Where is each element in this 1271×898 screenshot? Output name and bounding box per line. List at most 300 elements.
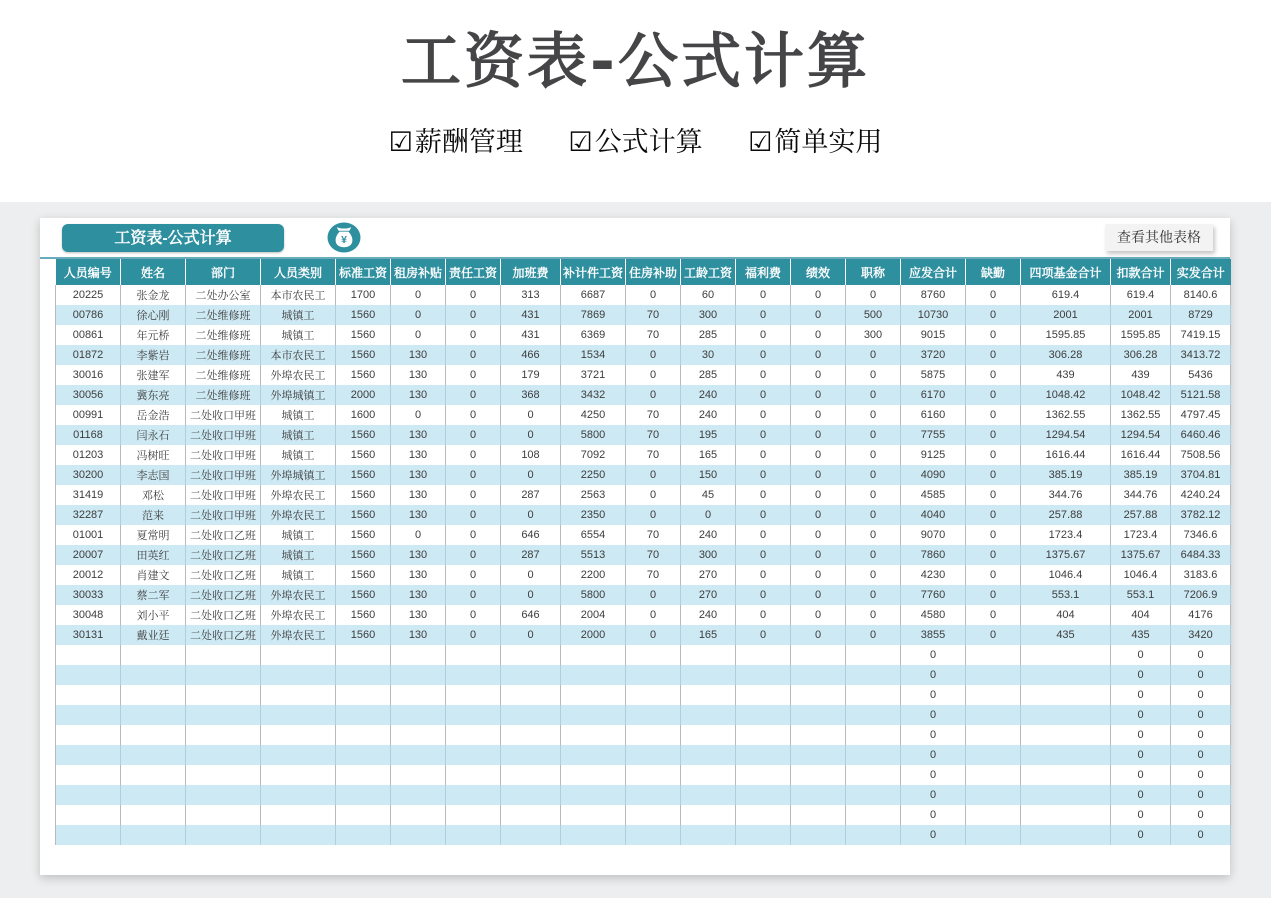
cell[interactable] — [501, 685, 561, 705]
cell[interactable]: 二处收口乙班 — [186, 605, 261, 625]
cell[interactable]: 李紫岩 — [121, 345, 186, 365]
cell[interactable] — [121, 705, 186, 725]
cell[interactable]: 6460.46 — [1171, 425, 1231, 445]
cell[interactable] — [336, 765, 391, 785]
cell[interactable] — [561, 685, 626, 705]
cell[interactable]: 70 — [626, 305, 681, 325]
cell[interactable] — [186, 745, 261, 765]
cell[interactable]: 3782.12 — [1171, 505, 1231, 525]
cell[interactable]: 冀东亮 — [121, 385, 186, 405]
cell[interactable]: 城镇工 — [261, 445, 336, 465]
cell[interactable]: 2200 — [561, 565, 626, 585]
column-header-6[interactable]: 责任工资 — [446, 259, 501, 285]
cell[interactable]: 0 — [791, 545, 846, 565]
cell[interactable] — [561, 705, 626, 725]
cell[interactable]: 0 — [1171, 725, 1231, 745]
cell[interactable] — [261, 785, 336, 805]
cell[interactable]: 0 — [446, 385, 501, 405]
cell[interactable] — [121, 745, 186, 765]
cell[interactable] — [501, 745, 561, 765]
cell[interactable]: 0 — [966, 305, 1021, 325]
cell[interactable]: 1560 — [336, 625, 391, 645]
cell[interactable]: 0 — [791, 585, 846, 605]
cell[interactable]: 5513 — [561, 545, 626, 565]
cell[interactable]: 5800 — [561, 425, 626, 445]
cell[interactable] — [446, 665, 501, 685]
cell[interactable] — [186, 825, 261, 845]
cell[interactable]: 二处收口甲班 — [186, 505, 261, 525]
cell[interactable] — [846, 785, 901, 805]
cell[interactable]: 0 — [736, 325, 791, 345]
cell[interactable]: 130 — [391, 545, 446, 565]
cell[interactable] — [186, 665, 261, 685]
cell[interactable]: 二处收口甲班 — [186, 485, 261, 505]
cell[interactable] — [1021, 665, 1111, 685]
cell[interactable]: 城镇工 — [261, 565, 336, 585]
cell[interactable]: 0 — [846, 545, 901, 565]
cell[interactable]: 1616.44 — [1021, 445, 1111, 465]
cell[interactable]: 1362.55 — [1021, 405, 1111, 425]
cell[interactable]: 0 — [736, 385, 791, 405]
cell[interactable] — [336, 685, 391, 705]
cell[interactable]: 0 — [966, 405, 1021, 425]
column-header-10[interactable]: 工龄工资 — [681, 259, 736, 285]
cell[interactable]: 0 — [736, 305, 791, 325]
cell[interactable] — [121, 725, 186, 745]
cell[interactable]: 0 — [501, 465, 561, 485]
cell[interactable]: 130 — [391, 505, 446, 525]
cell[interactable]: 二处收口甲班 — [186, 445, 261, 465]
cell[interactable]: 195 — [681, 425, 736, 445]
cell[interactable] — [846, 825, 901, 845]
cell[interactable]: 257.88 — [1111, 505, 1171, 525]
cell[interactable]: 0 — [966, 445, 1021, 465]
cell[interactable]: 439 — [1021, 365, 1111, 385]
cell[interactable]: 01001 — [56, 525, 121, 545]
cell[interactable]: 二处维修班 — [186, 345, 261, 365]
cell[interactable]: 0 — [736, 485, 791, 505]
cell[interactable] — [391, 705, 446, 725]
cell[interactable]: 0 — [966, 385, 1021, 405]
cell[interactable]: 0 — [1171, 685, 1231, 705]
cell[interactable]: 300 — [681, 305, 736, 325]
cell[interactable] — [391, 765, 446, 785]
cell[interactable]: 0 — [446, 565, 501, 585]
cell[interactable]: 439 — [1111, 365, 1171, 385]
cell[interactable] — [336, 645, 391, 665]
cell[interactable]: 240 — [681, 605, 736, 625]
cell[interactable]: 9015 — [901, 325, 966, 345]
column-header-7[interactable]: 加班费 — [501, 259, 561, 285]
cell[interactable]: 外埠农民工 — [261, 625, 336, 645]
column-header-18[interactable]: 实发合计 — [1171, 259, 1231, 285]
cell[interactable]: 5436 — [1171, 365, 1231, 385]
cell[interactable]: 2004 — [561, 605, 626, 625]
cell[interactable]: 0 — [791, 285, 846, 305]
cell[interactable]: 二处收口甲班 — [186, 465, 261, 485]
cell[interactable] — [736, 665, 791, 685]
cell[interactable]: 徐心刚 — [121, 305, 186, 325]
cell[interactable] — [56, 745, 121, 765]
cell[interactable] — [626, 725, 681, 745]
cell[interactable]: 0 — [446, 625, 501, 645]
cell[interactable] — [846, 725, 901, 745]
cell[interactable]: 2001 — [1021, 305, 1111, 325]
cell[interactable] — [56, 825, 121, 845]
cell[interactable] — [391, 725, 446, 745]
cell[interactable]: 0 — [791, 425, 846, 445]
cell[interactable] — [626, 685, 681, 705]
cell[interactable]: 165 — [681, 445, 736, 465]
cell[interactable]: 130 — [391, 445, 446, 465]
cell[interactable]: 外埠农民工 — [261, 505, 336, 525]
cell[interactable] — [261, 685, 336, 705]
column-header-15[interactable]: 缺勤 — [966, 259, 1021, 285]
cell[interactable]: 165 — [681, 625, 736, 645]
cell[interactable] — [186, 725, 261, 745]
cell[interactable] — [446, 765, 501, 785]
cell[interactable] — [186, 805, 261, 825]
column-header-3[interactable]: 人员类别 — [261, 259, 336, 285]
cell[interactable]: 4250 — [561, 405, 626, 425]
cell[interactable] — [446, 745, 501, 765]
cell[interactable] — [56, 685, 121, 705]
cell[interactable]: 城镇工 — [261, 525, 336, 545]
cell[interactable]: 1560 — [336, 445, 391, 465]
cell[interactable]: 1560 — [336, 345, 391, 365]
cell[interactable]: 2001 — [1111, 305, 1171, 325]
cell[interactable] — [261, 645, 336, 665]
cell[interactable] — [736, 825, 791, 845]
cell[interactable]: 外埠农民工 — [261, 585, 336, 605]
cell[interactable]: 0 — [791, 345, 846, 365]
cell[interactable]: 0 — [501, 405, 561, 425]
cell[interactable] — [56, 765, 121, 785]
cell[interactable] — [336, 745, 391, 765]
cell[interactable]: 130 — [391, 345, 446, 365]
cell[interactable]: 1375.67 — [1111, 545, 1171, 565]
cell[interactable]: 0 — [901, 765, 966, 785]
cell[interactable]: 30033 — [56, 585, 121, 605]
cell[interactable]: 4580 — [901, 605, 966, 625]
cell[interactable]: 0 — [1171, 665, 1231, 685]
cell[interactable]: 0 — [791, 485, 846, 505]
cell[interactable]: 0 — [446, 325, 501, 345]
cell[interactable]: 6160 — [901, 405, 966, 425]
cell[interactable]: 0 — [791, 565, 846, 585]
cell[interactable]: 2250 — [561, 465, 626, 485]
cell[interactable]: 0 — [736, 445, 791, 465]
cell[interactable]: 外埠农民工 — [261, 365, 336, 385]
cell[interactable]: 1294.54 — [1021, 425, 1111, 445]
cell[interactable] — [501, 705, 561, 725]
column-header-4[interactable]: 标准工资 — [336, 259, 391, 285]
cell[interactable]: 0 — [391, 305, 446, 325]
cell[interactable]: 范来 — [121, 505, 186, 525]
cell[interactable] — [336, 785, 391, 805]
cell[interactable]: 7508.56 — [1171, 445, 1231, 465]
column-header-5[interactable]: 租房补贴 — [391, 259, 446, 285]
cell[interactable]: 0 — [846, 625, 901, 645]
cell[interactable]: 70 — [626, 325, 681, 345]
cell[interactable]: 270 — [681, 565, 736, 585]
cell[interactable]: 30048 — [56, 605, 121, 625]
cell[interactable]: 9125 — [901, 445, 966, 465]
cell[interactable]: 3183.6 — [1171, 565, 1231, 585]
cell[interactable]: 二处收口甲班 — [186, 405, 261, 425]
cell[interactable] — [966, 745, 1021, 765]
cell[interactable]: 0 — [681, 505, 736, 525]
cell[interactable]: 本市农民工 — [261, 285, 336, 305]
cell[interactable] — [501, 785, 561, 805]
cell[interactable] — [966, 765, 1021, 785]
cell[interactable] — [626, 805, 681, 825]
cell[interactable]: 0 — [901, 805, 966, 825]
cell[interactable]: 0 — [626, 505, 681, 525]
cell[interactable] — [846, 685, 901, 705]
cell[interactable] — [681, 805, 736, 825]
cell[interactable] — [1021, 745, 1111, 765]
cell[interactable]: 刘小平 — [121, 605, 186, 625]
cell[interactable]: 城镇工 — [261, 405, 336, 425]
cell[interactable]: 32287 — [56, 505, 121, 525]
cell[interactable]: 1560 — [336, 525, 391, 545]
cell[interactable]: 0 — [501, 505, 561, 525]
cell[interactable]: 0 — [1111, 685, 1171, 705]
cell[interactable]: 0 — [791, 385, 846, 405]
cell[interactable]: 404 — [1021, 605, 1111, 625]
cell[interactable]: 1560 — [336, 565, 391, 585]
cell[interactable] — [681, 745, 736, 765]
cell[interactable]: 0 — [736, 425, 791, 445]
cell[interactable]: 130 — [391, 625, 446, 645]
cell[interactable]: 二处维修班 — [186, 365, 261, 385]
cell[interactable]: 0 — [901, 725, 966, 745]
cell[interactable]: 240 — [681, 405, 736, 425]
cell[interactable] — [501, 645, 561, 665]
cell[interactable]: 0 — [736, 285, 791, 305]
cell[interactable] — [626, 705, 681, 725]
cell[interactable]: 619.4 — [1111, 285, 1171, 305]
cell[interactable]: 1560 — [336, 365, 391, 385]
cell[interactable]: 30016 — [56, 365, 121, 385]
cell[interactable] — [791, 785, 846, 805]
cell[interactable]: 外埠农民工 — [261, 485, 336, 505]
column-header-12[interactable]: 绩效 — [791, 259, 846, 285]
cell[interactable]: 0 — [966, 625, 1021, 645]
cell[interactable] — [736, 645, 791, 665]
cell[interactable]: 0 — [901, 825, 966, 845]
cell[interactable] — [391, 645, 446, 665]
cell[interactable]: 7419.15 — [1171, 325, 1231, 345]
cell[interactable] — [561, 645, 626, 665]
cell[interactable]: 二处收口乙班 — [186, 525, 261, 545]
cell[interactable]: 张金龙 — [121, 285, 186, 305]
cell[interactable]: 3413.72 — [1171, 345, 1231, 365]
cell[interactable]: 0 — [901, 665, 966, 685]
cell[interactable]: 0 — [736, 345, 791, 365]
column-header-1[interactable]: 姓名 — [121, 259, 186, 285]
cell[interactable]: 0 — [901, 785, 966, 805]
cell[interactable]: 466 — [501, 345, 561, 365]
cell[interactable]: 0 — [1111, 725, 1171, 745]
cell[interactable]: 1723.4 — [1021, 525, 1111, 545]
cell[interactable]: 0 — [626, 625, 681, 645]
cell[interactable]: 7206.9 — [1171, 585, 1231, 605]
cell[interactable] — [846, 805, 901, 825]
cell[interactable]: 31419 — [56, 485, 121, 505]
cell[interactable] — [561, 825, 626, 845]
cell[interactable]: 2350 — [561, 505, 626, 525]
cell[interactable]: 1560 — [336, 485, 391, 505]
cell[interactable]: 0 — [846, 565, 901, 585]
cell[interactable]: 306.28 — [1021, 345, 1111, 365]
cell[interactable]: 553.1 — [1111, 585, 1171, 605]
cell[interactable]: 30 — [681, 345, 736, 365]
cell[interactable]: 287 — [501, 545, 561, 565]
cell[interactable]: 0 — [446, 525, 501, 545]
cell[interactable]: 0 — [1171, 765, 1231, 785]
cell[interactable]: 戴业廷 — [121, 625, 186, 645]
cell[interactable]: 0 — [446, 505, 501, 525]
cell[interactable] — [1021, 805, 1111, 825]
cell[interactable]: 城镇工 — [261, 545, 336, 565]
cell[interactable]: 130 — [391, 565, 446, 585]
cell[interactable]: 240 — [681, 385, 736, 405]
cell[interactable]: 0 — [846, 385, 901, 405]
cell[interactable]: 0 — [846, 425, 901, 445]
cell[interactable]: 285 — [681, 325, 736, 345]
cell[interactable]: 404 — [1111, 605, 1171, 625]
cell[interactable]: 5875 — [901, 365, 966, 385]
cell[interactable]: 3704.81 — [1171, 465, 1231, 485]
cell[interactable] — [261, 665, 336, 685]
sheet-title-button[interactable]: 工资表-公式计算 — [62, 224, 284, 252]
cell[interactable] — [561, 785, 626, 805]
cell[interactable] — [736, 785, 791, 805]
cell[interactable] — [501, 805, 561, 825]
cell[interactable]: 0 — [626, 345, 681, 365]
cell[interactable] — [1021, 785, 1111, 805]
cell[interactable]: 0 — [791, 305, 846, 325]
cell[interactable]: 张建军 — [121, 365, 186, 385]
cell[interactable] — [261, 705, 336, 725]
cell[interactable]: 0 — [736, 605, 791, 625]
cell[interactable]: 0 — [791, 365, 846, 385]
cell[interactable]: 二处维修班 — [186, 385, 261, 405]
cell[interactable]: 6484.33 — [1171, 545, 1231, 565]
cell[interactable]: 0 — [966, 285, 1021, 305]
cell[interactable]: 城镇工 — [261, 425, 336, 445]
cell[interactable]: 344.76 — [1111, 485, 1171, 505]
cell[interactable]: 夏常明 — [121, 525, 186, 545]
cell[interactable] — [261, 765, 336, 785]
cell[interactable]: 0 — [736, 565, 791, 585]
cell[interactable] — [336, 825, 391, 845]
cell[interactable] — [261, 745, 336, 765]
cell[interactable]: 田英红 — [121, 545, 186, 565]
cell[interactable]: 7755 — [901, 425, 966, 445]
cell[interactable]: 3855 — [901, 625, 966, 645]
cell[interactable] — [736, 705, 791, 725]
cell[interactable]: 1560 — [336, 305, 391, 325]
cell[interactable] — [626, 785, 681, 805]
cell[interactable]: 1046.4 — [1021, 565, 1111, 585]
cell[interactable]: 1595.85 — [1021, 325, 1111, 345]
cell[interactable] — [791, 765, 846, 785]
cell[interactable]: 0 — [446, 605, 501, 625]
cell[interactable]: 0 — [791, 505, 846, 525]
cell[interactable]: 646 — [501, 605, 561, 625]
cell[interactable]: 0 — [846, 465, 901, 485]
cell[interactable]: 179 — [501, 365, 561, 385]
cell[interactable]: 8140.6 — [1171, 285, 1231, 305]
cell[interactable]: 城镇工 — [261, 325, 336, 345]
cell[interactable] — [681, 685, 736, 705]
cell[interactable]: 二处收口乙班 — [186, 565, 261, 585]
cell[interactable] — [791, 645, 846, 665]
cell[interactable]: 500 — [846, 305, 901, 325]
cell[interactable] — [626, 665, 681, 685]
cell[interactable]: 30056 — [56, 385, 121, 405]
cell[interactable]: 0 — [901, 685, 966, 705]
cell[interactable] — [336, 725, 391, 745]
cell[interactable]: 0 — [1171, 745, 1231, 765]
cell[interactable]: 0 — [966, 525, 1021, 545]
cell[interactable] — [446, 705, 501, 725]
cell[interactable] — [966, 725, 1021, 745]
cell[interactable]: 108 — [501, 445, 561, 465]
cell[interactable] — [261, 805, 336, 825]
cell[interactable]: 1560 — [336, 425, 391, 445]
cell[interactable]: 0 — [501, 425, 561, 445]
cell[interactable]: 70 — [626, 425, 681, 445]
cell[interactable]: 1723.4 — [1111, 525, 1171, 545]
cell[interactable]: 肖建文 — [121, 565, 186, 585]
cell[interactable]: 70 — [626, 405, 681, 425]
cell[interactable]: 0 — [736, 505, 791, 525]
cell[interactable] — [736, 725, 791, 745]
cell[interactable]: 20012 — [56, 565, 121, 585]
cell[interactable]: 300 — [681, 545, 736, 565]
cell[interactable] — [121, 825, 186, 845]
cell[interactable] — [736, 805, 791, 825]
column-header-16[interactable]: 四项基金合计 — [1021, 259, 1111, 285]
cell[interactable] — [56, 725, 121, 745]
cell[interactable] — [391, 745, 446, 765]
cell[interactable]: 0 — [846, 505, 901, 525]
cell[interactable]: 435 — [1021, 625, 1111, 645]
cell[interactable]: 0 — [791, 625, 846, 645]
cell[interactable] — [846, 745, 901, 765]
cell[interactable] — [391, 785, 446, 805]
cell[interactable] — [56, 805, 121, 825]
cell[interactable]: 7860 — [901, 545, 966, 565]
cell[interactable]: 20225 — [56, 285, 121, 305]
cell[interactable]: 3721 — [561, 365, 626, 385]
cell[interactable]: 6554 — [561, 525, 626, 545]
cell[interactable]: 0 — [501, 625, 561, 645]
cell[interactable]: 1560 — [336, 465, 391, 485]
cell[interactable]: 外埠农民工 — [261, 605, 336, 625]
cell[interactable]: 0 — [901, 705, 966, 725]
cell[interactable]: 257.88 — [1021, 505, 1111, 525]
cell[interactable]: 619.4 — [1021, 285, 1111, 305]
cell[interactable] — [121, 645, 186, 665]
cell[interactable]: 9070 — [901, 525, 966, 545]
cell[interactable]: 0 — [791, 605, 846, 625]
cell[interactable]: 0 — [966, 465, 1021, 485]
